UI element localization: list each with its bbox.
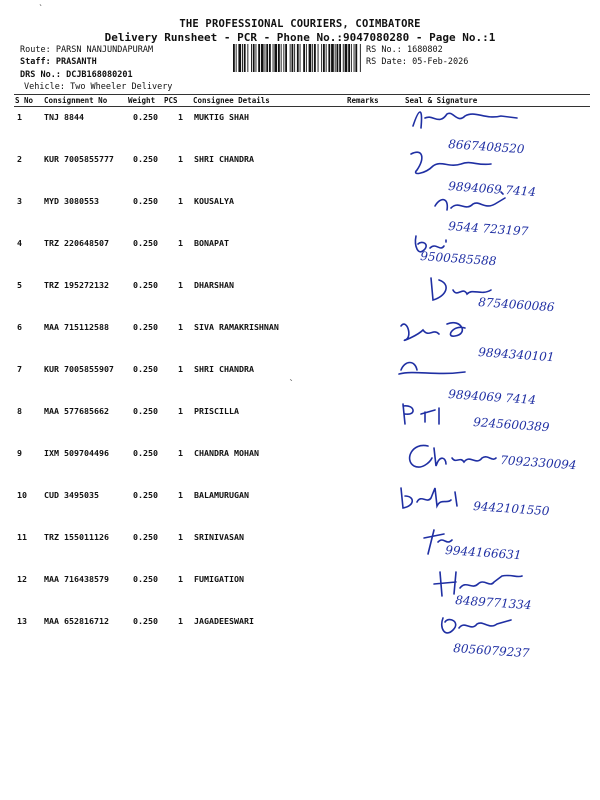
row-weight: 0.250	[133, 616, 158, 626]
row-pcs: 1	[178, 112, 183, 122]
col-header-consignment: Consignment No	[44, 96, 108, 105]
row-consignee: BONAPAT	[194, 238, 229, 248]
col-header-weight: Weight	[128, 96, 156, 105]
vehicle-label: Vehicle:	[24, 82, 65, 92]
row-consignment: MAA 715112588	[44, 322, 109, 332]
handwritten-signature	[395, 608, 600, 660]
barcode-bar	[300, 44, 301, 72]
barcode-bar	[242, 44, 243, 72]
row-pcs: 1	[178, 280, 183, 290]
barcode-bar	[323, 44, 325, 72]
row-consignment: MAA 577685662	[44, 406, 109, 416]
barcode-bar	[306, 44, 307, 72]
row-sno: 10	[17, 490, 27, 500]
row-sno: 1	[17, 112, 22, 122]
col-header-consignee: Consignee Details	[193, 96, 270, 105]
barcode-bar	[266, 44, 268, 72]
row-pcs: 1	[178, 238, 183, 248]
signature-stroke	[442, 618, 511, 633]
col-header-seal: Seal & Signature	[405, 96, 478, 105]
barcode-bar	[256, 44, 257, 72]
barcode-bar	[244, 44, 246, 72]
row-consignment: TRZ 195272132	[44, 280, 109, 290]
barcode-bar	[321, 44, 322, 72]
row-consignment: MYD 3080553	[44, 196, 99, 206]
row-pcs: 1	[178, 448, 183, 458]
rs-date-label: RS Date:	[366, 57, 407, 67]
row-weight: 0.250	[133, 490, 158, 500]
handwritten-phone: 9245600389	[472, 415, 550, 435]
rs-no-line	[366, 45, 443, 55]
handwritten-phone: 7092330094	[499, 453, 577, 473]
handwritten-phone: 9544 723197	[447, 219, 529, 239]
row-weight: 0.250	[133, 532, 158, 542]
route-line	[20, 45, 153, 55]
row-weight: 0.250	[133, 196, 158, 206]
header-top-rule	[14, 94, 590, 95]
row-sno: 6	[17, 322, 22, 332]
route-label: Route:	[20, 45, 51, 55]
signature-stroke	[435, 192, 505, 210]
row-consignment: MAA 652816712	[44, 616, 109, 626]
row-weight: 0.250	[133, 448, 158, 458]
row-consignment: MAA 716438579	[44, 574, 109, 584]
row-pcs: 1	[178, 322, 183, 332]
row-consignment: TNJ 8844	[44, 112, 84, 122]
vehicle-line	[24, 82, 172, 92]
signature-stroke	[401, 323, 465, 341]
row-consignment: IXM 509704496	[44, 448, 109, 458]
drs-value: DCJB168080201	[66, 70, 133, 80]
row-consignee: SHRI CHANDRA	[194, 154, 254, 164]
row-weight: 0.250	[133, 112, 158, 122]
row-sno: 2	[17, 154, 22, 164]
barcode-bar	[261, 44, 264, 72]
route-value: PARSN NANJUNDAPURAM	[55, 45, 154, 55]
barcode-bar	[258, 44, 260, 72]
row-weight: 0.250	[133, 154, 158, 164]
col-header-pcs: PCS	[164, 96, 178, 105]
signature-stroke	[410, 445, 496, 467]
margin-mark: ˎ	[288, 370, 295, 381]
drs-line	[20, 70, 133, 80]
row-sno: 11	[17, 532, 27, 542]
row-consignee: KOUSALYA	[194, 196, 234, 206]
margin-mark: ˋ	[38, 4, 45, 15]
signature-stroke	[434, 572, 522, 596]
row-consignee: CHANDRA MOHAN	[194, 448, 259, 458]
row-consignee: JAGADEESWARI	[194, 616, 254, 626]
barcode-bar	[283, 44, 284, 72]
barcode-bar	[278, 44, 280, 72]
barcode-bar	[274, 44, 277, 72]
row-pcs: 1	[178, 574, 183, 584]
row-consignment: CUD 3495035	[44, 490, 99, 500]
row-sno: 13	[17, 616, 27, 626]
barcode-bar	[290, 44, 291, 72]
barcode-bar	[351, 44, 352, 72]
barcode-bar	[285, 44, 287, 72]
barcode-bar	[354, 44, 355, 72]
barcode-bar	[314, 44, 316, 72]
handwritten-phone: 9442101550	[472, 499, 550, 519]
runsheet-subtitle: Delivery Runsheet - PCR - Phone No.:9047080280 - Page No.:1	[104, 31, 496, 44]
barcode-bar	[343, 44, 344, 72]
barcode-bar	[318, 44, 319, 72]
row-sno: 8	[17, 406, 22, 416]
row-pcs: 1	[178, 154, 183, 164]
row-weight: 0.250	[133, 364, 158, 374]
barcode-bar	[337, 44, 339, 72]
barcode-bar	[348, 44, 350, 72]
handwritten-phone: 8667408520	[447, 137, 525, 157]
barcode-bar	[269, 44, 271, 72]
row-consignee: SHRI CHANDRA	[194, 364, 254, 374]
row-weight: 0.250	[133, 238, 158, 248]
barcode-bar	[309, 44, 312, 72]
barcode-bar	[247, 44, 248, 72]
row-weight: 0.250	[133, 406, 158, 416]
handwritten-phone: 9894340101	[477, 345, 555, 365]
barcode-bar	[294, 44, 295, 72]
handwritten-phone: 8754060086	[477, 295, 555, 315]
signature-stroke	[401, 488, 457, 508]
staff-line	[20, 57, 97, 67]
barcode-bar	[297, 44, 299, 72]
handwritten-phone: 9894069 7414	[447, 387, 537, 408]
row-consignee: SRINIVASAN	[194, 532, 244, 542]
handwritten-phone: 9944166631	[444, 543, 522, 563]
row-consignee: BALAMURUGAN	[194, 490, 249, 500]
row-consignee: PRISCILLA	[194, 406, 239, 416]
barcode-bar	[281, 44, 282, 72]
company-title: THE PROFESSIONAL COURIERS, COIMBATORE	[179, 18, 421, 30]
barcode-bar	[265, 44, 266, 72]
row-consignment: KUR 7005855777	[44, 154, 114, 164]
row-pcs: 1	[178, 196, 183, 206]
signature-stroke	[413, 112, 517, 128]
rs-no-value: 1680802	[406, 45, 443, 55]
barcode-bar	[345, 44, 348, 72]
barcode-bar	[360, 44, 361, 72]
vehicle-value: Two Wheeler Delivery	[70, 82, 173, 92]
row-sno: 3	[17, 196, 22, 206]
staff-value: PRASANTH	[55, 57, 97, 67]
barcode-bar	[292, 44, 294, 72]
row-sno: 12	[17, 574, 27, 584]
handwritten-phone: 9894069 7414	[447, 179, 537, 200]
signature-stroke	[399, 363, 465, 375]
signature-stroke	[403, 404, 439, 424]
row-pcs: 1	[178, 490, 183, 500]
row-sno: 4	[17, 238, 22, 248]
rs-no-label: RS No.:	[366, 45, 402, 55]
barcode-bar	[251, 44, 252, 72]
row-pcs: 1	[178, 532, 183, 542]
barcode-bar	[331, 44, 334, 72]
row-sno: 7	[17, 364, 22, 374]
drs-label: DRS No.:	[20, 70, 61, 80]
row-sno: 9	[17, 448, 22, 458]
row-weight: 0.250	[133, 574, 158, 584]
barcode-image	[232, 44, 362, 72]
barcode-bar	[355, 44, 357, 72]
barcode-bar	[233, 44, 235, 72]
barcode-bar	[236, 44, 237, 72]
row-consignment: TRZ 155011126	[44, 532, 109, 542]
barcode-bar	[253, 44, 255, 72]
row-weight: 0.250	[133, 280, 158, 290]
col-header-remarks: Remarks	[347, 96, 379, 105]
row-consignee: DHARSHAN	[194, 280, 234, 290]
handwritten-phone: 8056079237	[452, 641, 530, 661]
handwritten-phone: 9500585588	[419, 249, 497, 269]
row-consignment: KUR 7005855907	[44, 364, 114, 374]
barcode-bar	[339, 44, 341, 72]
barcode-bar	[273, 44, 274, 72]
row-consignment: TRZ 220648507	[44, 238, 109, 248]
row-consignee: SIVA RAMAKRISHNAN	[194, 322, 279, 332]
col-header-sno: S No	[15, 96, 34, 105]
barcode-bar	[335, 44, 336, 72]
row-consignee: MUKTIG SHAH	[194, 112, 249, 122]
row-sno: 5	[17, 280, 22, 290]
barcode-bar	[326, 44, 327, 72]
row-consignee: FUMIGATION	[194, 574, 244, 584]
barcode-bar	[303, 44, 305, 72]
rs-date-line	[366, 57, 468, 67]
handwritten-phone: 8489771334	[454, 593, 532, 613]
row-weight: 0.250	[133, 322, 158, 332]
staff-label: Staff:	[20, 57, 51, 67]
row-pcs: 1	[178, 364, 183, 374]
signature-stroke	[411, 152, 491, 173]
barcode-bar	[312, 44, 313, 72]
row-pcs: 1	[178, 406, 183, 416]
barcode-bar	[328, 44, 330, 72]
row-pcs: 1	[178, 616, 183, 626]
barcode-bar	[238, 44, 241, 72]
rs-date-value: 05-Feb-2026	[412, 57, 469, 67]
